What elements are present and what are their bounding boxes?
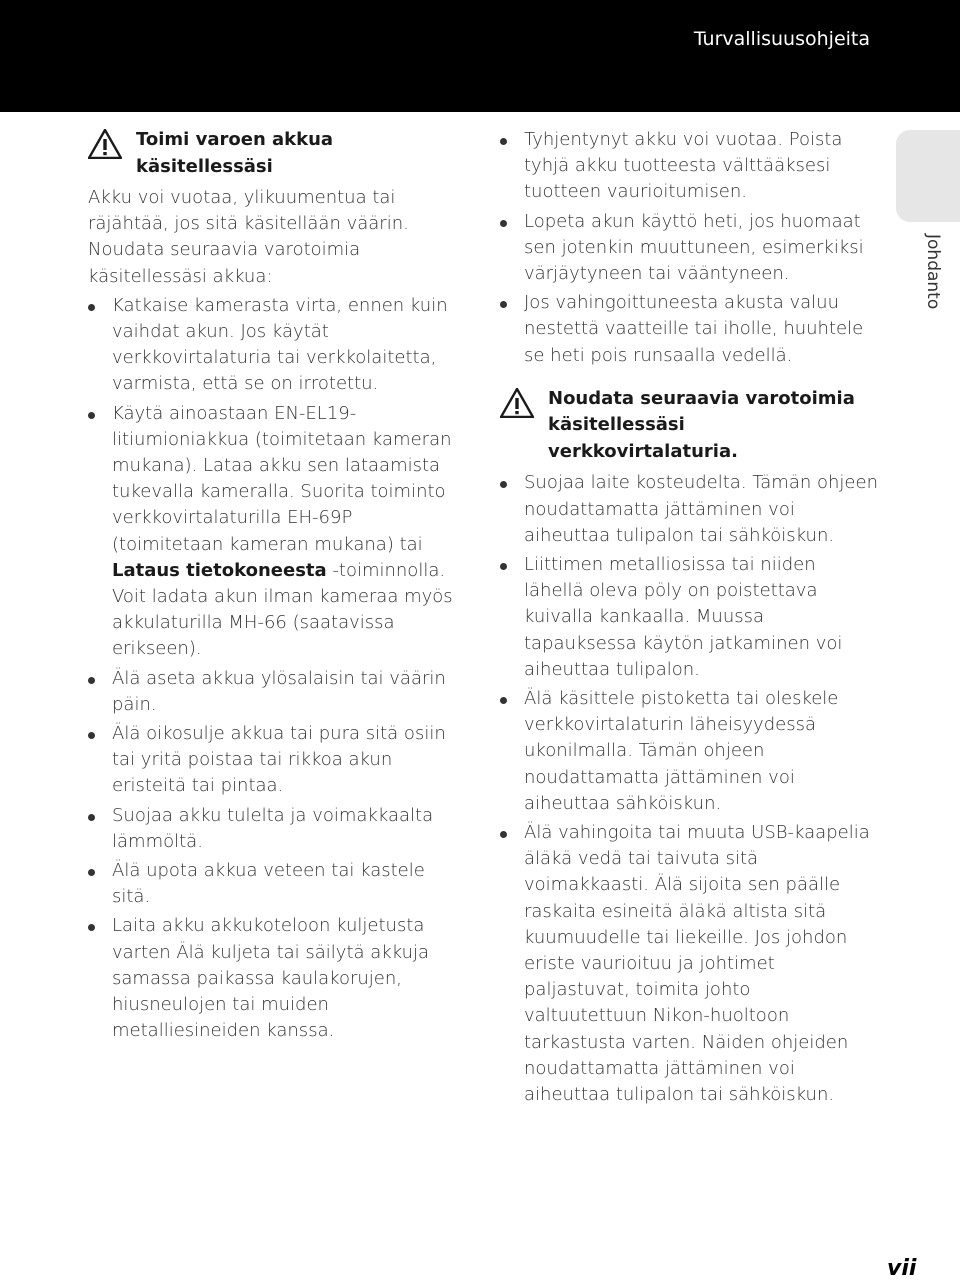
list-item-text: -toiminnolla. Voit ladata akun ilman kameraa myös akkulaturilla MH-66 (saatavissa erikseen). bbox=[112, 559, 453, 660]
battery-precautions-list-continued bbox=[500, 127, 878, 369]
bullet-icon bbox=[500, 563, 507, 570]
list-item bbox=[88, 913, 468, 1044]
bullet-icon bbox=[500, 301, 507, 308]
list-item bbox=[500, 209, 878, 288]
menu-reference: Lataus tietokoneesta bbox=[112, 559, 327, 581]
list-item-text: Tyhjentynyt akku voi vuotaa. Poista tyhjä akku tuotteesta välttääksesi tuotteen vaurioitumisen. bbox=[524, 129, 843, 203]
section-title: Turvallisuusohjeita bbox=[693, 28, 870, 50]
list-item bbox=[88, 803, 468, 855]
list-item bbox=[88, 666, 468, 718]
battery-warning-heading bbox=[88, 127, 468, 180]
side-tab-label: Johdanto bbox=[923, 234, 943, 310]
list-item bbox=[500, 820, 878, 1108]
bullet-icon bbox=[88, 732, 95, 739]
list-item bbox=[500, 290, 878, 369]
bullet-icon bbox=[88, 412, 95, 419]
list-item bbox=[88, 721, 468, 800]
right-column bbox=[500, 127, 878, 1108]
charger-warning-heading bbox=[500, 386, 878, 466]
list-item-text: Älä käsittele pistoketta tai oleskele verkkovirtalaturin läheisyydessä ukonilmalla. Tämän ohjeen noudattamatta jättäminen voi aiheuttaa sähköiskun. bbox=[524, 687, 839, 814]
list-item-text: Älä upota akkua veteen tai kastele sitä. bbox=[112, 860, 425, 908]
list-item bbox=[500, 470, 878, 549]
list-item bbox=[88, 858, 468, 910]
list-item-text: Suojaa akku tulelta ja voimakkaalta lämmöltä. bbox=[112, 804, 434, 852]
list-item-text: Jos vahingoittuneesta akusta valuu nestettä vaatteille tai iholle, huuhtele se heti pois runsaalla vedellä. bbox=[524, 292, 864, 366]
list-item-text: Älä aseta akkua ylösalaisin tai väärin päin. bbox=[112, 667, 446, 715]
list-item-text: Liittimen metalliosissa tai niiden lähellä oleva pöly on poistettava kuivalla kankaalla. Muussa tapauksessa käytön jatkaminen voi aiheuttaa tulipalon. bbox=[524, 553, 843, 680]
list-item bbox=[500, 686, 878, 817]
list-item bbox=[500, 552, 878, 683]
left-column bbox=[88, 127, 468, 1045]
bullet-icon bbox=[500, 481, 507, 488]
list-item-text: Katkaise kamerasta virta, ennen kuin vaihdat akun. Jos käytät verkkovirtalaturia tai verkkolaitetta, varmista, että se on irrotettu. bbox=[112, 294, 448, 395]
list-item-text: Älä vahingoita tai muuta USB-kaapelia äläkä vedä tai taivuta sitä voimakkaasti. Älä sijoita sen päälle raskaita esineitä äläkä altista sitä kuumuudelle tai liekeille. Jos johdon eriste vaurioituu ja johtimet paljastuvat, toimita johto valtuutettuun Nikon-huoltoon tarkastusta varten. Näiden ohjeiden noudattamatta jättäminen voi aiheuttaa tulipalon tai sähköiskun. bbox=[524, 821, 870, 1105]
warning-title: Toimi varoen akkua käsitellessäsi bbox=[136, 129, 334, 177]
side-tab bbox=[896, 130, 960, 222]
bullet-icon bbox=[500, 831, 507, 838]
battery-precautions-list bbox=[88, 293, 468, 1045]
list-item bbox=[500, 127, 878, 206]
bullet-icon bbox=[500, 138, 507, 145]
list-item-text: Laita akku akkukoteloon kuljetusta varten Älä kuljeta tai säilytä akkuja samassa paikassa kaulakorujen, hiusneulojen tai muiden metalliesineiden kanssa. bbox=[112, 915, 430, 1042]
intro-text: Akku voi vuotaa, ylikuumentua tai räjähtää, jos sitä käsitellään väärin. Noudata seuraavia varotoimia käsitellessäsi akkua: bbox=[88, 187, 409, 287]
list-item-text: Käytä ainoastaan EN-EL19-litiumioniakkua (toimitetaan kameran mukana). Lataa akku sen lataamista tukevalla kameralla. Suorita toiminto verkkovirtalaturilla EH-69P (toimitetaan kameran mukana) tai bbox=[112, 402, 452, 555]
list-item-text: Älä oikosulje akkua tai pura sitä osiin tai yritä poistaa tai rikkoa akun eristeitä tai pintaa. bbox=[112, 723, 446, 797]
list-item bbox=[88, 401, 468, 663]
bullet-icon bbox=[500, 220, 507, 227]
bullet-icon bbox=[88, 304, 95, 311]
warning-title: Noudata seuraavia varotoimia käsitellessäsi verkkovirtalaturia. bbox=[548, 387, 855, 462]
list-item-text: Suojaa laite kosteudelta. Tämän ohjeen noudattamatta jättäminen voi aiheuttaa tulipalon tai sähköiskun. bbox=[524, 472, 878, 546]
header-bar bbox=[0, 0, 960, 112]
bullet-icon bbox=[88, 814, 95, 821]
bullet-icon bbox=[500, 697, 507, 704]
warning-icon bbox=[500, 388, 534, 418]
charger-precautions-list bbox=[500, 470, 878, 1108]
list-item bbox=[88, 293, 468, 398]
list-item-text: Lopeta akun käyttö heti, jos huomaat sen jotenkin muuttuneen, esimerkiksi värjäytyneen tai vääntyneen. bbox=[524, 210, 864, 285]
bullet-icon bbox=[88, 677, 95, 684]
bullet-icon bbox=[88, 924, 95, 931]
bullet-icon bbox=[88, 869, 95, 876]
warning-icon bbox=[88, 129, 122, 159]
page-number: vii bbox=[887, 1256, 917, 1281]
